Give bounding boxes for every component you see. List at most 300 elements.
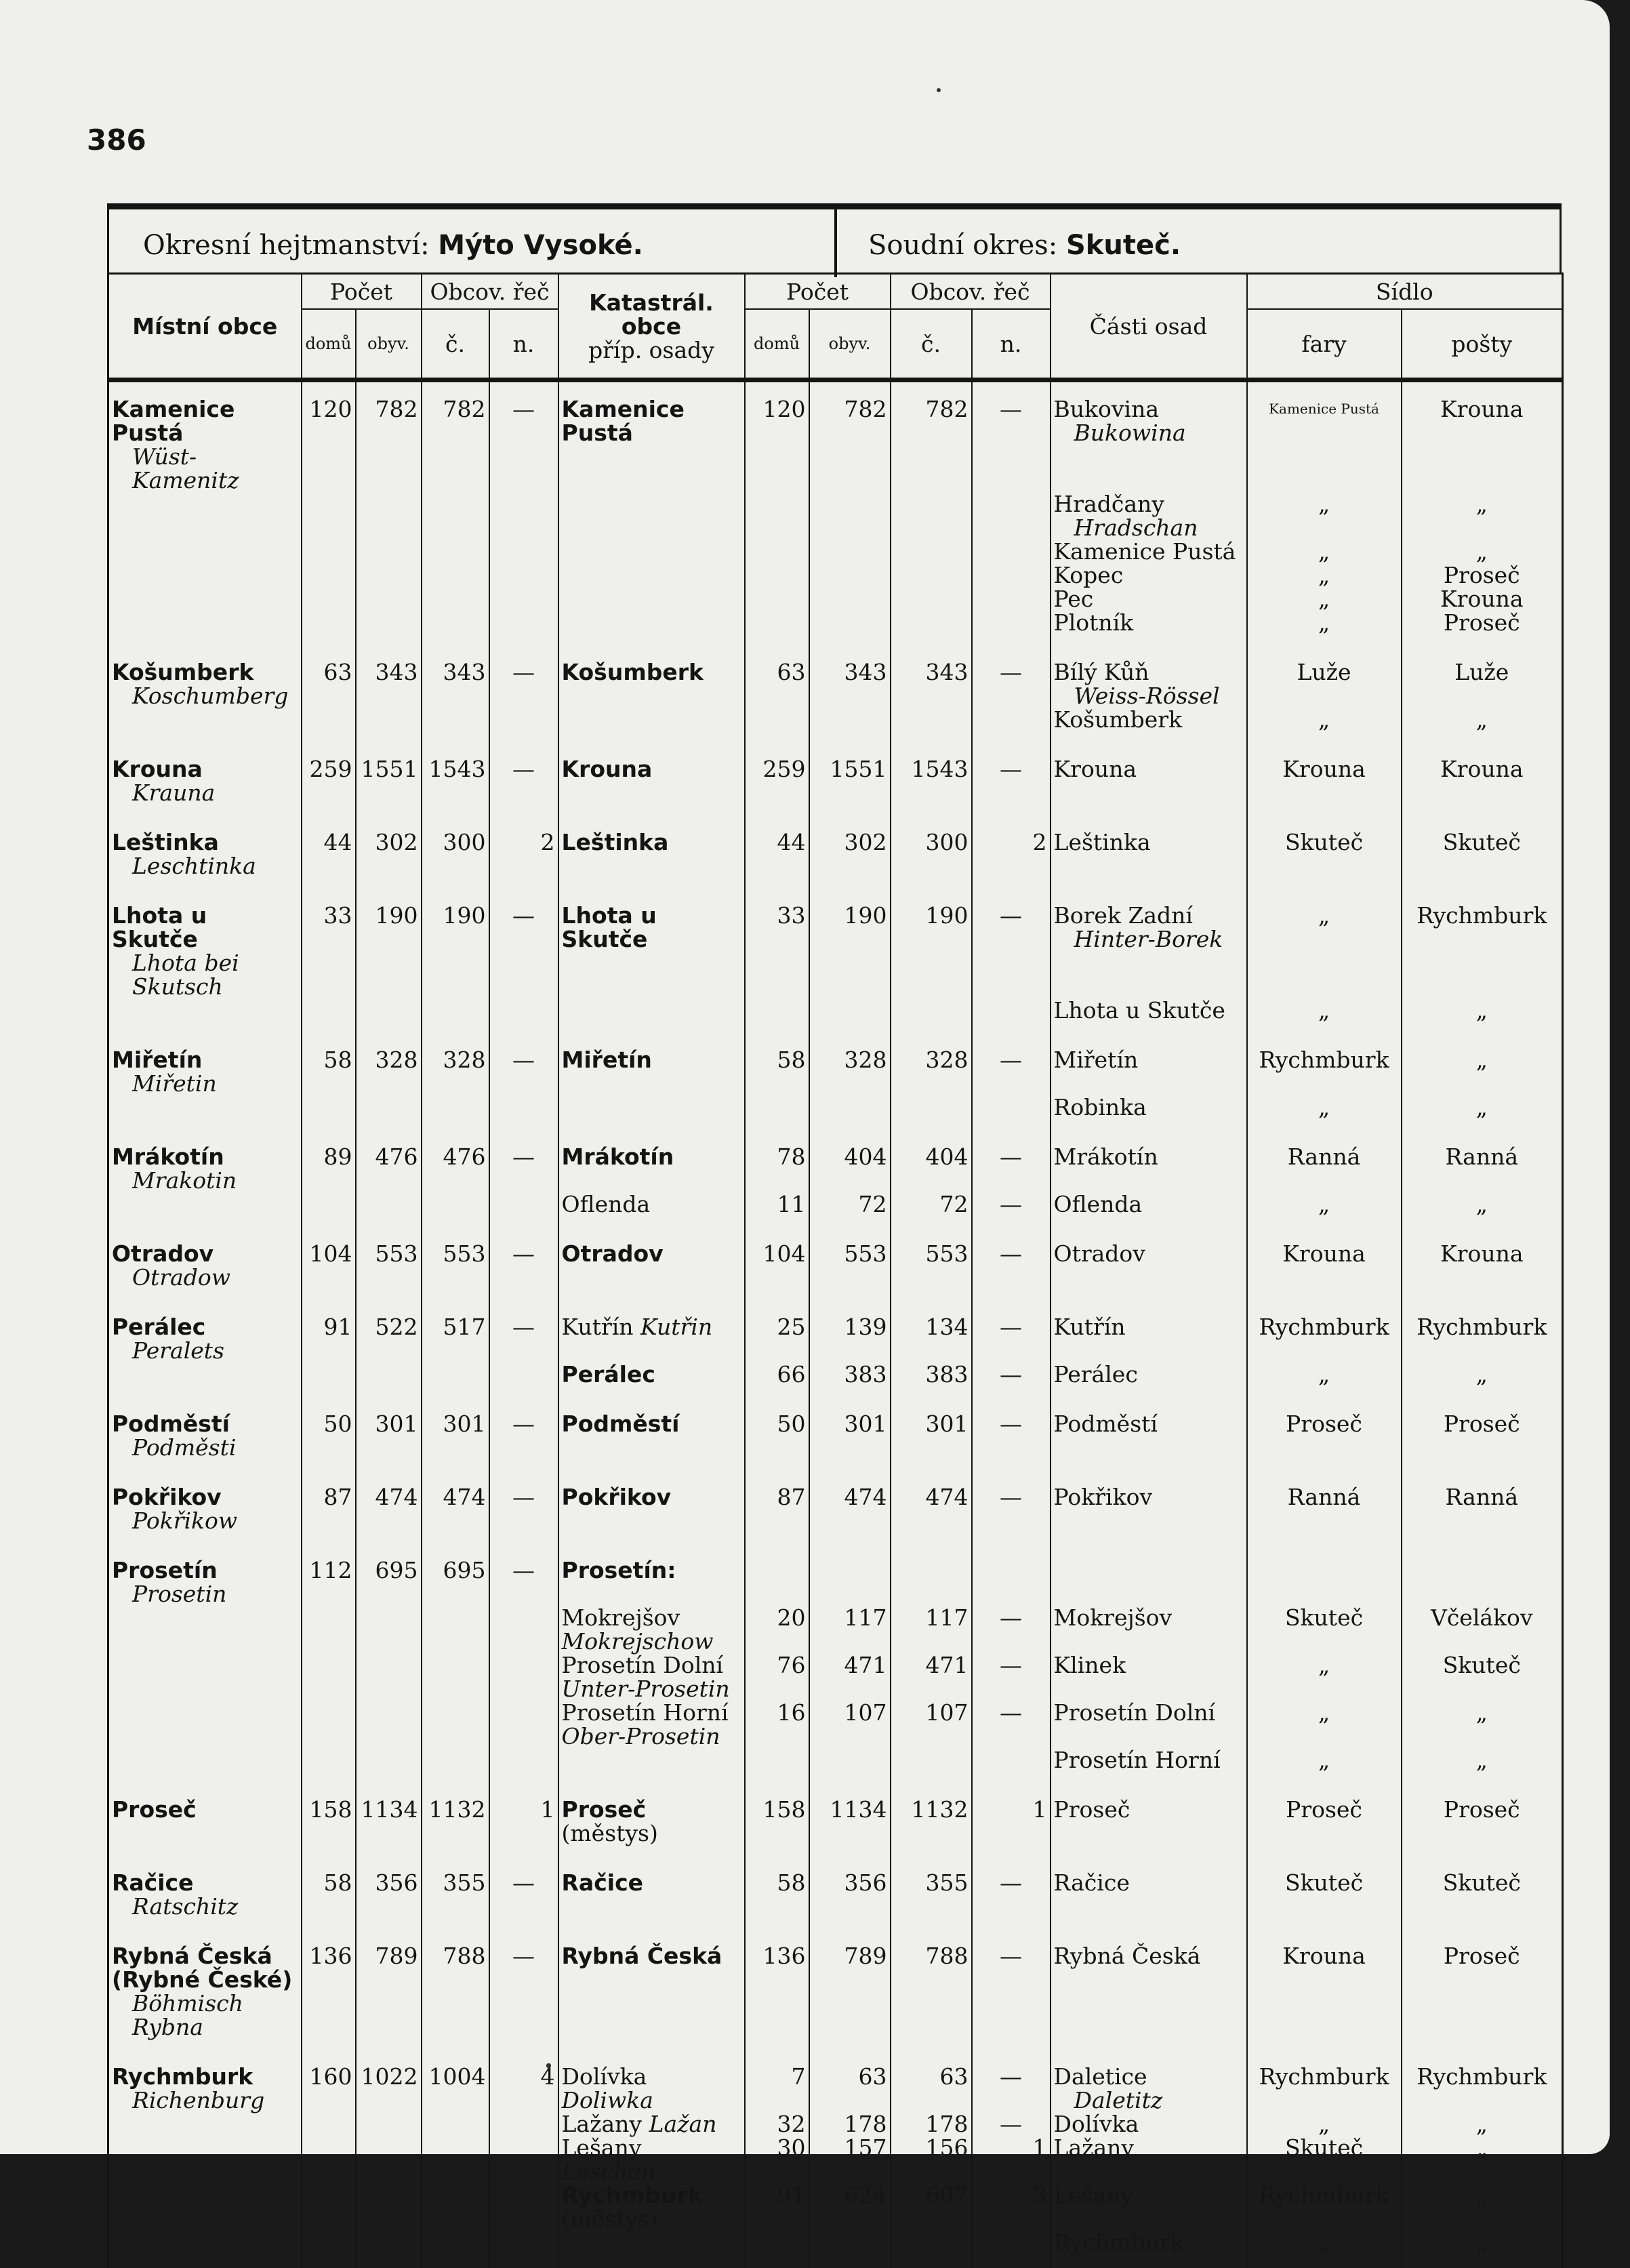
municipality-german-speakers: — bbox=[489, 1918, 558, 2039]
parish-seat: „ bbox=[1247, 587, 1402, 611]
cadastral-houses: 104 bbox=[745, 1216, 809, 1289]
parish-seat: Krouna bbox=[1247, 1918, 1402, 2039]
cadastral-czech-speakers: 156 bbox=[891, 2136, 972, 2183]
cadastral-houses: 76 bbox=[745, 1653, 809, 1701]
municipality-houses: 33 bbox=[302, 878, 356, 998]
table-row bbox=[108, 2231, 1563, 2254]
post-office-seat: Včelákov bbox=[1402, 1606, 1563, 1653]
parish-seat: „ bbox=[1247, 563, 1402, 587]
parish-seat: „ bbox=[1247, 708, 1402, 731]
municipality-cell bbox=[108, 1653, 302, 1701]
municipality-population bbox=[356, 708, 422, 731]
parish-seat: „ bbox=[1247, 878, 1402, 998]
municipality-german-speakers bbox=[489, 1192, 558, 1216]
municipality-cell bbox=[108, 1772, 302, 1845]
cadastral-czech-speakers: 782 bbox=[891, 380, 972, 493]
municipality-houses bbox=[302, 2112, 356, 2136]
table-row bbox=[108, 611, 1563, 634]
parish-seat: Krouna bbox=[1247, 731, 1402, 805]
municipality-population bbox=[356, 1701, 422, 1748]
municipality-czech-speakers bbox=[422, 1095, 489, 1119]
municipality-german-speakers: — bbox=[489, 380, 558, 493]
municipality-population: 1551 bbox=[356, 731, 422, 805]
municipality-german-speakers: — bbox=[489, 1533, 558, 1606]
post-office-seat: Proseč bbox=[1402, 1386, 1563, 1459]
municipality-name: Leštinka bbox=[112, 830, 298, 854]
settlement-part-cell bbox=[1051, 540, 1247, 563]
municipality-cell bbox=[108, 1362, 302, 1386]
municipality-cell bbox=[108, 1386, 302, 1459]
spacer-cell bbox=[108, 2254, 302, 2268]
municipality-population bbox=[356, 540, 422, 563]
cadastral-name: Oflenda bbox=[562, 1191, 651, 1217]
post-office-seat: Proseč bbox=[1402, 563, 1563, 587]
settlement-part-name: Račice bbox=[1054, 1871, 1244, 1895]
municipality-czech-speakers: 190 bbox=[422, 878, 489, 998]
settlement-part-name: Mokrejšov bbox=[1054, 1606, 1244, 1629]
municipality-houses: 87 bbox=[302, 1459, 356, 1533]
table-row bbox=[108, 1701, 1563, 1748]
settlement-part-name: Otradov bbox=[1054, 1242, 1244, 1265]
table-row bbox=[108, 1918, 1563, 2039]
table-row bbox=[108, 1386, 1563, 1459]
parish-seat: „ bbox=[1247, 611, 1402, 634]
municipality-cell bbox=[108, 1022, 302, 1095]
cadastral-houses: 58 bbox=[745, 1022, 809, 1095]
municipality-czech-speakers: 695 bbox=[422, 1533, 489, 1606]
municipality-houses: 259 bbox=[302, 731, 356, 805]
cadastral-name: Dolívka bbox=[562, 2063, 647, 2090]
table-row bbox=[108, 563, 1563, 587]
municipality-cell bbox=[108, 2136, 302, 2183]
municipality-name: Mrákotín bbox=[112, 1145, 298, 1169]
municipality-cell bbox=[108, 2112, 302, 2136]
parish-seat: Luže bbox=[1247, 634, 1402, 708]
municipality-population: 476 bbox=[356, 1119, 422, 1192]
municipality-houses: 120 bbox=[302, 380, 356, 493]
parish-seat: „ bbox=[1247, 540, 1402, 563]
cadastral-houses bbox=[745, 492, 809, 540]
municipality-population: 301 bbox=[356, 1386, 422, 1459]
cadastral-population: 157 bbox=[809, 2136, 891, 2183]
cadastral-cell bbox=[558, 1289, 745, 1362]
table-row bbox=[108, 2112, 1563, 2136]
municipality-czech-speakers: 553 bbox=[422, 1216, 489, 1289]
municipality-houses bbox=[302, 1095, 356, 1119]
spacer-cell bbox=[356, 2254, 422, 2268]
municipality-czech-speakers: 328 bbox=[422, 1022, 489, 1095]
cadastral-population: 190 bbox=[809, 878, 891, 998]
parish-seat: „ bbox=[1247, 998, 1402, 1022]
cadastral-name: Kamenice Pustá bbox=[562, 396, 685, 446]
municipality-cell bbox=[108, 492, 302, 540]
settlement-part-name: Perálec bbox=[1054, 1362, 1244, 1386]
cadastral-name: Prosetín Horní bbox=[562, 1699, 729, 1726]
municipality-name: Perálec bbox=[112, 1315, 298, 1339]
parish-seat: „ bbox=[1247, 1192, 1402, 1216]
municipality-population: 553 bbox=[356, 1216, 422, 1289]
municipality-cell bbox=[108, 634, 302, 708]
settlement-part-name: Proseč bbox=[1054, 1798, 1244, 1821]
settlement-part-cell bbox=[1051, 1748, 1247, 1772]
settlement-part-name: Leštinka bbox=[1054, 830, 1244, 854]
cadastral-german-speakers: — bbox=[972, 1459, 1051, 1533]
cadastral-houses: 158 bbox=[745, 1772, 809, 1845]
cadastral-german-speakers: — bbox=[972, 380, 1051, 493]
cadastral-houses bbox=[745, 998, 809, 1022]
cadastral-houses: 78 bbox=[745, 1119, 809, 1192]
cadastral-name: Prosetín Dolní bbox=[562, 1652, 724, 1678]
settlement-part-name: Daletice bbox=[1054, 2065, 1244, 2088]
municipality-houses: 44 bbox=[302, 805, 356, 878]
municipality-houses bbox=[302, 1606, 356, 1653]
district-label: Okresní hejtmanství: bbox=[143, 230, 430, 261]
cadastral-suffix: (městys) bbox=[562, 2206, 658, 2232]
col-posty: pošty bbox=[1402, 309, 1563, 380]
parish-seat: Rychmburk bbox=[1247, 1022, 1402, 1095]
col-obyv-2: obyv. bbox=[809, 309, 891, 380]
cadastral-houses: 50 bbox=[745, 1386, 809, 1459]
municipality-population bbox=[356, 563, 422, 587]
municipality-population: 695 bbox=[356, 1533, 422, 1606]
cadastral-cell bbox=[558, 1459, 745, 1533]
cadastral-population: 553 bbox=[809, 1216, 891, 1289]
municipality-cell bbox=[108, 805, 302, 878]
municipality-houses bbox=[302, 492, 356, 540]
cadastral-population: 328 bbox=[809, 1022, 891, 1095]
municipality-czech-speakers bbox=[422, 2136, 489, 2183]
settlement-part-name: Krouna bbox=[1054, 757, 1244, 781]
cadastral-czech-speakers bbox=[891, 998, 972, 1022]
municipality-czech-speakers bbox=[422, 998, 489, 1022]
cadastral-cell bbox=[558, 563, 745, 587]
cadastral-cell bbox=[558, 1845, 745, 1918]
cadastral-population: 72 bbox=[809, 1192, 891, 1216]
parish-seat: Proseč bbox=[1247, 1772, 1402, 1845]
settlement-part-cell bbox=[1051, 708, 1247, 731]
col-domu: domů bbox=[302, 309, 356, 380]
cadastral-population: 624 bbox=[809, 2183, 891, 2231]
cadastral-houses: 32 bbox=[745, 2112, 809, 2136]
parish-seat: „ bbox=[1247, 1362, 1402, 1386]
settlement-part-name: Plotník bbox=[1054, 611, 1244, 634]
cadastral-cell bbox=[558, 1119, 745, 1192]
parish-seat: „ bbox=[1247, 2231, 1402, 2254]
municipality-houses bbox=[302, 2136, 356, 2183]
cadastral-czech-speakers: 190 bbox=[891, 878, 972, 998]
cadastral-houses bbox=[745, 1095, 809, 1119]
cadastral-german-name: Leschan bbox=[562, 2158, 656, 2185]
post-office-seat: Skuteč bbox=[1402, 805, 1563, 878]
municipality-german-name: Podměsti bbox=[112, 1436, 298, 1459]
table-row bbox=[108, 1216, 1563, 1289]
settlement-part-cell bbox=[1051, 878, 1247, 998]
cadastral-german-speakers: — bbox=[972, 634, 1051, 708]
parish-seat: „ bbox=[1247, 492, 1402, 540]
cadastral-name: Krouna bbox=[562, 756, 653, 782]
cadastral-cell bbox=[558, 540, 745, 563]
municipality-czech-speakers bbox=[422, 1606, 489, 1653]
cadastral-cell bbox=[558, 611, 745, 634]
municipality-cell bbox=[108, 1918, 302, 2039]
table-row bbox=[108, 380, 1563, 493]
post-office-seat: Proseč bbox=[1402, 1918, 1563, 2039]
settlement-part-cell bbox=[1051, 1533, 1247, 1606]
municipality-cell bbox=[108, 611, 302, 634]
cadastral-german-speakers: — bbox=[972, 1386, 1051, 1459]
spacer-cell bbox=[422, 2254, 489, 2268]
cadastral-czech-speakers bbox=[891, 1748, 972, 1772]
cadastral-czech-speakers: 474 bbox=[891, 1459, 972, 1533]
municipality-czech-speakers: 1004 bbox=[422, 2039, 489, 2112]
municipality-czech-speakers bbox=[422, 1192, 489, 1216]
ink-speck bbox=[937, 88, 941, 92]
table-row bbox=[108, 731, 1563, 805]
post-office-seat: „ bbox=[1402, 492, 1563, 540]
municipality-german-name: Otradow bbox=[112, 1265, 298, 1289]
post-office-seat: Proseč bbox=[1402, 1772, 1563, 1845]
post-office-seat: „ bbox=[1402, 2112, 1563, 2136]
cadastral-population: 383 bbox=[809, 1362, 891, 1386]
settlement-part-name: Dolívka bbox=[1054, 2112, 1244, 2136]
cadastral-czech-speakers: 343 bbox=[891, 634, 972, 708]
settlement-part-name: Lažany bbox=[1054, 2136, 1244, 2160]
parish-seat: Rychmburk bbox=[1247, 2183, 1402, 2231]
municipality-population bbox=[356, 998, 422, 1022]
table-row bbox=[108, 1772, 1563, 1845]
municipality-czech-speakers bbox=[422, 611, 489, 634]
cadastral-cell bbox=[558, 1022, 745, 1095]
municipality-population: 1022 bbox=[356, 2039, 422, 2112]
spacer-cell bbox=[1051, 2254, 1247, 2268]
spacer-cell bbox=[1247, 2254, 1402, 2268]
cadastral-german-speakers: — bbox=[972, 1845, 1051, 1918]
settlement-part-german-name: Weiss-Rössel bbox=[1054, 684, 1244, 708]
settlement-part-cell bbox=[1051, 1653, 1247, 1701]
post-office-seat: Ranná bbox=[1402, 1119, 1563, 1192]
cadastral-german-speakers: — bbox=[972, 1216, 1051, 1289]
cadastral-czech-speakers: 63 bbox=[891, 2039, 972, 2112]
municipality-population: 1134 bbox=[356, 1772, 422, 1845]
spacer-cell bbox=[891, 2254, 972, 2268]
cadastral-czech-speakers bbox=[891, 587, 972, 611]
post-office-seat: „ bbox=[1402, 2136, 1563, 2183]
cadastral-german-speakers bbox=[972, 492, 1051, 540]
cadastral-german-speakers: — bbox=[972, 1606, 1051, 1653]
municipality-population bbox=[356, 1095, 422, 1119]
municipality-german-speakers: 2 bbox=[489, 805, 558, 878]
post-office-seat: „ bbox=[1402, 1701, 1563, 1748]
cadastral-german-name: Mokrejschow bbox=[562, 1628, 714, 1655]
municipality-cell bbox=[108, 380, 302, 493]
cadastral-population: 302 bbox=[809, 805, 891, 878]
municipality-german-speakers: — bbox=[489, 1289, 558, 1362]
post-office-seat: „ bbox=[1402, 708, 1563, 731]
municipality-houses: 160 bbox=[302, 2039, 356, 2112]
spacer-cell bbox=[972, 2254, 1051, 2268]
cadastral-name: Pokřikov bbox=[562, 1484, 672, 1510]
cadastral-czech-speakers: 1132 bbox=[891, 1772, 972, 1845]
cadastral-population: 178 bbox=[809, 2112, 891, 2136]
settlement-part-cell bbox=[1051, 1216, 1247, 1289]
municipality-houses: 58 bbox=[302, 1022, 356, 1095]
municipality-cell bbox=[108, 1606, 302, 1653]
cadastral-cell bbox=[558, 2183, 745, 2231]
cadastral-population bbox=[809, 563, 891, 587]
municipality-german-speakers: 4 bbox=[489, 2039, 558, 2112]
municipality-german-speakers: — bbox=[489, 1216, 558, 1289]
cadastral-cell bbox=[558, 1606, 745, 1653]
court-right bbox=[868, 230, 1181, 261]
cadastral-cell bbox=[558, 2039, 745, 2112]
municipality-czech-speakers bbox=[422, 540, 489, 563]
municipality-houses bbox=[302, 1701, 356, 1748]
cadastral-population: 139 bbox=[809, 1289, 891, 1362]
cadastral-name: Prosetín: bbox=[562, 1557, 676, 1583]
cadastral-german-speakers bbox=[972, 611, 1051, 634]
municipality-houses: 112 bbox=[302, 1533, 356, 1606]
district-header bbox=[107, 203, 1562, 272]
cadastral-population: 404 bbox=[809, 1119, 891, 1192]
municipality-cell bbox=[108, 540, 302, 563]
cadastral-cell bbox=[558, 708, 745, 731]
cadastral-cell bbox=[558, 731, 745, 805]
municipality-cell bbox=[108, 1459, 302, 1533]
cadastral-german-name: Unter-Prosetin bbox=[562, 1676, 730, 1702]
cadastral-houses: 16 bbox=[745, 1701, 809, 1748]
municipality-german-speakers bbox=[489, 708, 558, 731]
municipality-population: 356 bbox=[356, 1845, 422, 1918]
municipality-name: Košumberk bbox=[112, 660, 298, 684]
cadastral-cell bbox=[558, 2231, 745, 2254]
cadastral-german-speakers: — bbox=[972, 1192, 1051, 1216]
table-row bbox=[108, 2183, 1563, 2231]
settlement-part-name: Rybná Česká bbox=[1054, 1944, 1244, 1968]
col-n: n. bbox=[489, 309, 558, 380]
cadastral-population bbox=[809, 1095, 891, 1119]
municipality-cell bbox=[108, 1701, 302, 1748]
settlement-part-cell bbox=[1051, 2183, 1247, 2231]
post-office-seat: „ bbox=[1402, 998, 1563, 1022]
municipality-cell bbox=[108, 1533, 302, 1606]
cadastral-population bbox=[809, 587, 891, 611]
cadastral-cell bbox=[558, 380, 745, 493]
col-katastr-line2: příp. osady bbox=[588, 337, 714, 363]
cadastral-german-speakers: — bbox=[972, 1701, 1051, 1748]
cadastral-czech-speakers bbox=[891, 540, 972, 563]
district-left bbox=[143, 230, 643, 261]
municipality-houses: 50 bbox=[302, 1386, 356, 1459]
municipality-czech-speakers: 1543 bbox=[422, 731, 489, 805]
cadastral-cell bbox=[558, 492, 745, 540]
municipality-name: Lhota u Skutče bbox=[112, 904, 298, 951]
cadastral-german-speakers: — bbox=[972, 878, 1051, 998]
municipality-cell bbox=[108, 1119, 302, 1192]
municipality-cell bbox=[108, 1216, 302, 1289]
municipality-population bbox=[356, 2112, 422, 2136]
municipality-german-speakers bbox=[489, 1606, 558, 1653]
table-row bbox=[108, 2136, 1563, 2183]
cadastral-german-speakers bbox=[972, 708, 1051, 731]
court-value: Skuteč. bbox=[1066, 230, 1181, 261]
cadastral-name: Otradov bbox=[562, 1240, 664, 1267]
col-mistni-obce: Místní obce bbox=[108, 274, 302, 380]
cadastral-cell bbox=[558, 634, 745, 708]
cadastral-cell bbox=[558, 1362, 745, 1386]
cadastral-czech-speakers: 301 bbox=[891, 1386, 972, 1459]
settlement-part-name: Robinka bbox=[1054, 1095, 1244, 1119]
settlement-part-name: Borek Zadní bbox=[1054, 904, 1244, 927]
municipality-houses bbox=[302, 563, 356, 587]
cadastral-german-speakers: — bbox=[972, 731, 1051, 805]
cadastral-population: 356 bbox=[809, 1845, 891, 1918]
cadastral-german-speakers: — bbox=[972, 1362, 1051, 1386]
municipality-alt-name: (Rybné České) bbox=[112, 1968, 298, 1991]
municipality-cell bbox=[108, 1845, 302, 1918]
col-n-2: n. bbox=[972, 309, 1051, 380]
cadastral-cell bbox=[558, 805, 745, 878]
cadastral-cell bbox=[558, 1772, 745, 1845]
municipality-german-speakers bbox=[489, 998, 558, 1022]
table-row bbox=[108, 587, 1563, 611]
municipality-german-name: Prosetin bbox=[112, 1582, 298, 1606]
parish-seat: Proseč bbox=[1247, 1386, 1402, 1459]
cadastral-czech-speakers: 1543 bbox=[891, 731, 972, 805]
municipality-name: Krouna bbox=[112, 757, 298, 781]
settlement-part-cell bbox=[1051, 2136, 1247, 2183]
table-row bbox=[108, 634, 1563, 708]
table-row bbox=[108, 805, 1563, 878]
cadastral-houses bbox=[745, 2231, 809, 2254]
post-office-seat: Krouna bbox=[1402, 587, 1563, 611]
cadastral-population: 789 bbox=[809, 1918, 891, 2039]
municipality-houses bbox=[302, 708, 356, 731]
cadastral-german-speakers: 1 bbox=[972, 1772, 1051, 1845]
municipality-german-speakers bbox=[489, 2231, 558, 2254]
municipality-cell bbox=[108, 1289, 302, 1362]
table-row bbox=[108, 1459, 1563, 1533]
cadastral-czech-speakers: 471 bbox=[891, 1653, 972, 1701]
cadastral-name: Miřetín bbox=[562, 1047, 652, 1073]
cadastral-name: Rybná Česká bbox=[562, 1943, 722, 1969]
cadastral-czech-speakers: 553 bbox=[891, 1216, 972, 1289]
post-office-seat: Ranná bbox=[1402, 1459, 1563, 1533]
cadastral-name: Lešany bbox=[562, 2134, 642, 2161]
municipality-population: 328 bbox=[356, 1022, 422, 1095]
cadastral-german-speakers bbox=[972, 998, 1051, 1022]
settlement-part-cell bbox=[1051, 563, 1247, 587]
settlement-part-cell bbox=[1051, 1606, 1247, 1653]
cadastral-population bbox=[809, 1748, 891, 1772]
cadastral-german-speakers: — bbox=[972, 2112, 1051, 2136]
municipality-name: Prosetín bbox=[112, 1558, 298, 1582]
cadastral-population bbox=[809, 708, 891, 731]
cadastral-czech-speakers bbox=[891, 708, 972, 731]
cadastral-population bbox=[809, 1533, 891, 1606]
municipality-houses bbox=[302, 1653, 356, 1701]
municipality-czech-speakers bbox=[422, 587, 489, 611]
municipality-cell bbox=[108, 587, 302, 611]
municipality-german-speakers: — bbox=[489, 878, 558, 998]
cadastral-german-speakers bbox=[972, 1533, 1051, 1606]
table-row bbox=[108, 1845, 1563, 1918]
municipality-german-speakers bbox=[489, 1653, 558, 1701]
cadastral-population: 1134 bbox=[809, 1772, 891, 1845]
municipality-czech-speakers: 355 bbox=[422, 1845, 489, 1918]
cadastral-czech-speakers bbox=[891, 1533, 972, 1606]
cadastral-czech-speakers bbox=[891, 492, 972, 540]
settlement-part-name: Bílý Kůň bbox=[1054, 660, 1244, 684]
